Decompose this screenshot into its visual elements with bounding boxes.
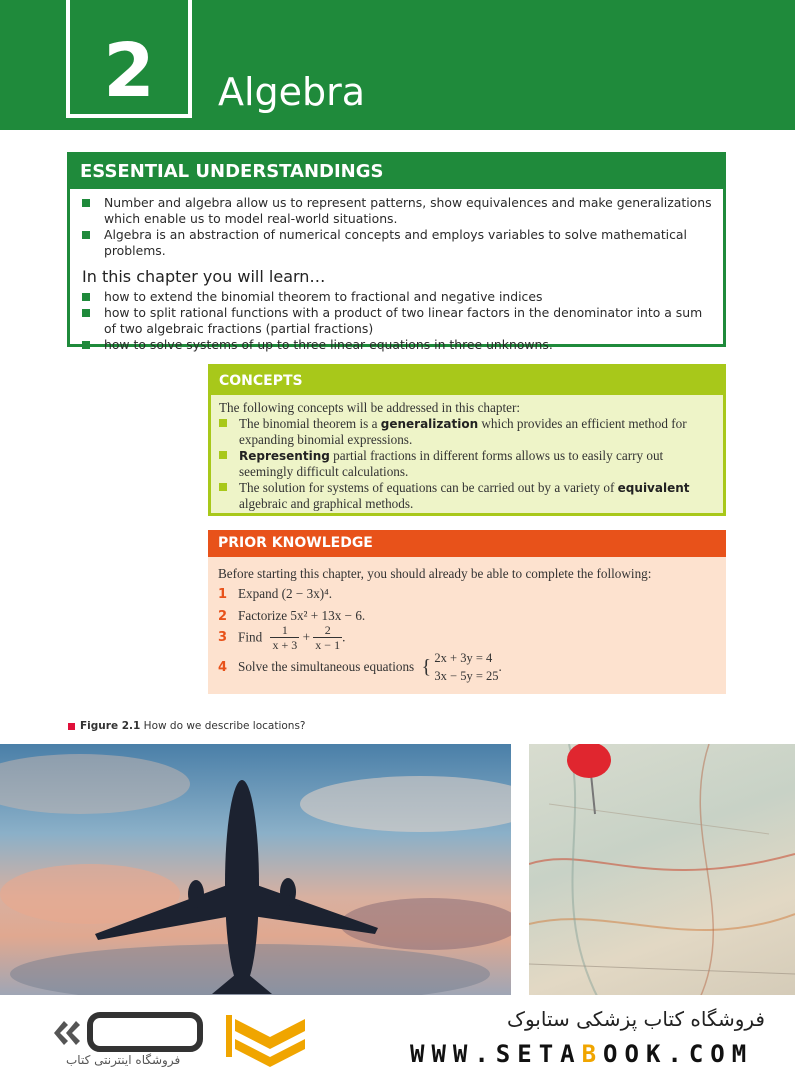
essential-understandings-box (67, 152, 726, 352)
prior-knowledge-box (208, 530, 726, 694)
prior-item: 1 Expand (2 − 3x)⁴. (218, 586, 333, 602)
concepts-title: CONCEPTS (211, 367, 723, 395)
concept-item: Representing partial fractions in different forms allows us to easily carry out seemingly difficult calculations. (219, 448, 713, 480)
watermark-subtitle: فروشگاه اینترنتی کتاب (66, 1053, 181, 1067)
fraction: $\frac{1}{x + 3}$ (272, 623, 298, 652)
chapter-header (0, 0, 795, 130)
concept-item: The binomial theorem is a generalization which provides an efficient method for expanding binomial expressions. (219, 416, 713, 448)
airplane-photo (0, 744, 511, 1000)
bullet-square-icon (82, 341, 90, 349)
bullet-square-icon (219, 419, 227, 427)
prior-knowledge-intro: Before starting this chapter, you should already be able to complete the following: (218, 566, 652, 581)
equation-system: 2x + 3y = 4 3x − 5y = 25 (434, 651, 499, 683)
prior-knowledge-title: PRIOR KNOWLEDGE (208, 530, 726, 557)
learn-item: how to split rational functions with a product of two linear factors in the denominator into a sum of two algebraic fractions (partial fractions) (82, 305, 713, 337)
figure-caption: Figure 2.1 How do we describe locations? (68, 720, 306, 732)
bullet-square-icon (219, 451, 227, 459)
bullet-square-icon (82, 231, 90, 239)
book-emblem-icon (230, 1009, 310, 1069)
essential-item: Number and algebra allow us to represent patterns, show equivalences and make generalizations which enable us to model real-world situations. (82, 195, 713, 227)
prior-item: 2 Factorize 5x² + 13x − 6. (218, 608, 366, 624)
map-pin-icon (529, 744, 795, 1000)
learn-item: how to extend the binomial theorem to fractional and negative indices (82, 289, 713, 305)
bullet-square-icon (82, 199, 90, 207)
bullet-square-icon (219, 483, 227, 491)
watermark-title: فروشگاه کتاب پزشکی ستابوک (507, 1007, 765, 1031)
concepts-box (208, 364, 726, 516)
chapter-number: 2 (103, 28, 155, 114)
prior-item: 3 Find $\frac{1}{x + 3}$ + $\frac{2}{x - 1}$ . (218, 623, 346, 652)
bullet-square-icon (82, 293, 90, 301)
prior-item: 4 Solve the simultaneous equations { 2x + 3y = 4 3x − 5y = 25 . (218, 651, 502, 683)
map-pin-photo (529, 744, 795, 1000)
learn-item: how to solve systems of up to three linear equations in three unknowns. (82, 337, 713, 353)
essential-understandings-title: ESSENTIAL UNDERSTANDINGS (70, 155, 723, 189)
essential-item: Algebra is an abstraction of numerical concepts and employs variables to solve mathematical problems. (82, 227, 713, 259)
airplane-icon (0, 744, 511, 1000)
learn-heading: In this chapter you will learn… (82, 267, 326, 286)
concepts-intro: The following concepts will be addressed in this chapter: (219, 400, 521, 415)
chapter-title: Algebra (218, 70, 366, 114)
watermark-url: WWW.SETABOOK.COM (410, 1040, 754, 1068)
caption-square-icon (68, 723, 75, 730)
bullet-square-icon (82, 309, 90, 317)
chapter-number-box (66, 0, 192, 118)
concept-item: The solution for systems of equations can be carried out by a variety of equivalent algebraic and graphical methods. (219, 480, 713, 512)
watermark-banner (0, 995, 795, 1080)
fraction: $\frac{2}{x - 1}$ (315, 623, 341, 652)
